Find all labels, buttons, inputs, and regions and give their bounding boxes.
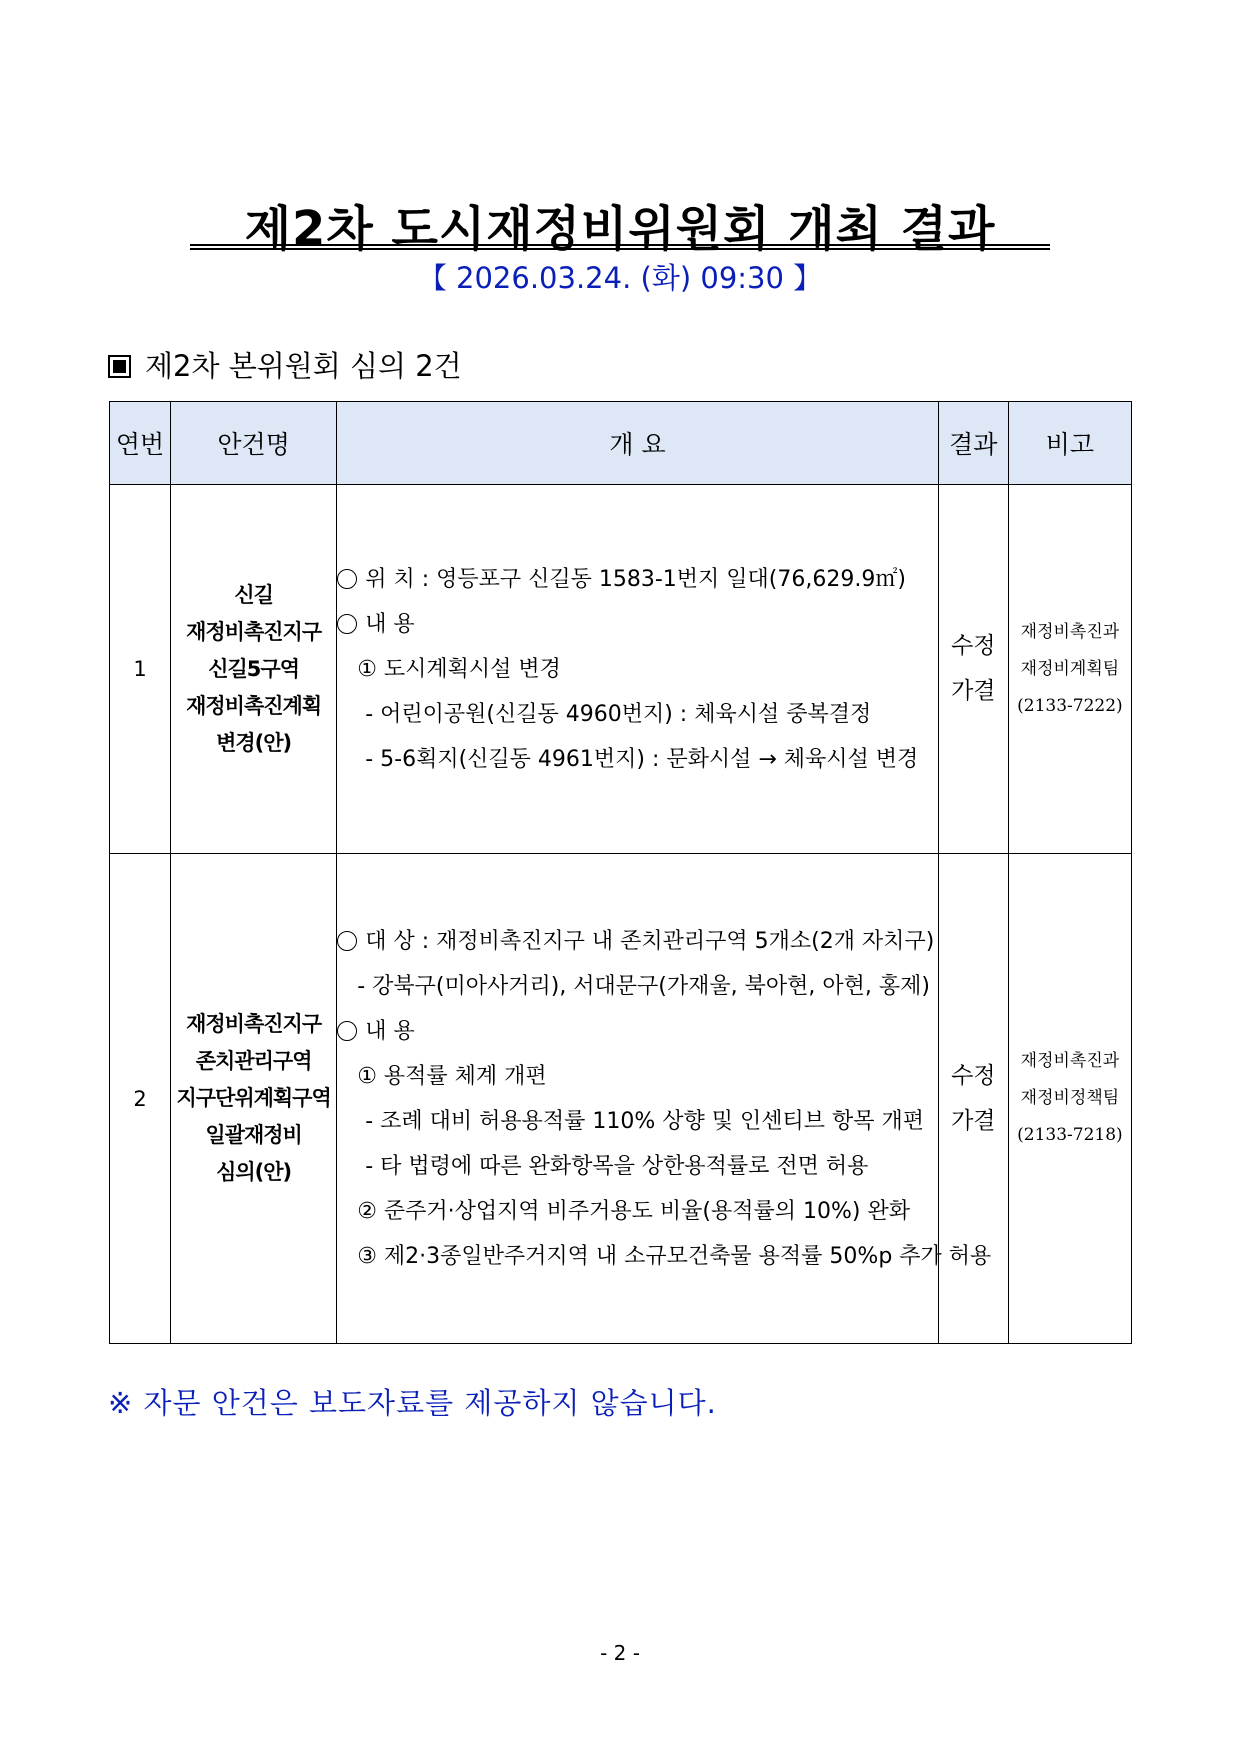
agenda-name-line: 신길5구역 bbox=[208, 656, 299, 681]
summary-text: - 조례 대비 허용용적률 110% 상향 및 인센티브 항목 개편 bbox=[365, 1108, 925, 1134]
agenda-name-line: 일괄재정비 bbox=[205, 1123, 302, 1147]
summary-line bbox=[337, 1099, 938, 1144]
summary-text: ③ 제2·3종일반주거지역 내 소규모건축물 용적률 50%p 추가 허용 bbox=[357, 1243, 992, 1269]
summary-line bbox=[337, 1234, 992, 1279]
summary-text: - 강북구(미아사거리), 서대문구(가재울, 북아현, 아현, 홍제) bbox=[357, 973, 930, 999]
summary-text: ① 용적률 체계 개편 bbox=[357, 1063, 547, 1089]
summary-line bbox=[337, 919, 938, 964]
meeting-date: 【 2026.03.24. (화) 09:30 】 bbox=[417, 261, 823, 295]
summary-text: - 어린이공원(신길동 4960번지) : 체육시설 중복결정 bbox=[365, 701, 872, 727]
header-no: 연번 bbox=[110, 402, 171, 485]
filled-square-bullet-icon bbox=[108, 355, 131, 378]
summary-line bbox=[337, 602, 938, 647]
header-summary: 개 요 bbox=[337, 402, 939, 485]
summary-line bbox=[337, 1144, 938, 1189]
result-line: 수정 bbox=[951, 1062, 996, 1089]
title-underline-double bbox=[190, 248, 1050, 250]
section-heading-text: 제2차 본위원회 심의 2건 bbox=[145, 349, 462, 383]
summary-line bbox=[337, 737, 938, 782]
agenda-summary bbox=[337, 485, 939, 854]
summary-line bbox=[337, 964, 938, 1009]
note-line: 재정비촉진과 bbox=[1020, 1051, 1120, 1071]
agenda-note bbox=[1008, 485, 1131, 854]
summary-text: ① 도시계획시설 변경 bbox=[357, 656, 561, 682]
agenda-name-line: 존치관리구역 bbox=[195, 1049, 312, 1073]
summary-line bbox=[337, 692, 938, 737]
document-title: 제2차 도시재정비위원회 개최 결과 bbox=[244, 201, 996, 257]
note-line: 재정비계획팀 bbox=[1020, 658, 1120, 679]
hollow-circle-bullet-icon bbox=[337, 931, 357, 951]
result-line: 가결 bbox=[951, 1107, 996, 1134]
agenda-result bbox=[938, 485, 1008, 854]
page-number: - 2 - bbox=[600, 1641, 640, 1665]
section-heading bbox=[108, 344, 462, 385]
header-result: 결과 bbox=[938, 402, 1008, 485]
header-note: 비고 bbox=[1008, 402, 1131, 485]
agenda-name-line: 변경(안) bbox=[216, 730, 292, 755]
table-row bbox=[110, 854, 1132, 1344]
summary-text: 위 치 : 영등포구 신길동 1583-1번지 일대(76,629.9㎡) bbox=[365, 566, 906, 592]
summary-text: - 타 법령에 따른 완화항목을 상한용적률로 전면 허용 bbox=[365, 1153, 869, 1179]
summary-line bbox=[337, 1009, 938, 1054]
summary-line bbox=[337, 647, 938, 692]
summary-text: 내 용 bbox=[365, 1018, 415, 1044]
note-line: 재정비촉진과 bbox=[1020, 621, 1120, 642]
row-number: 2 bbox=[110, 854, 171, 1344]
agenda-name-line: 재정비촉진지구 bbox=[186, 1012, 322, 1036]
summary-text: - 5-6획지(신길동 4961번지) : 문화시설 → 체육시설 변경 bbox=[365, 746, 919, 772]
table-row bbox=[110, 485, 1132, 854]
row-number: 1 bbox=[110, 485, 171, 854]
agenda-name-line: 신길 bbox=[234, 582, 273, 607]
hollow-circle-bullet-icon bbox=[337, 614, 357, 634]
table-header-row bbox=[110, 402, 1132, 485]
summary-line bbox=[337, 557, 938, 602]
agenda-name-line: 재정비촉진계획 bbox=[186, 693, 322, 718]
footnote: ※ 자문 안건은 보도자료를 제공하지 않습니다. bbox=[108, 1386, 717, 1420]
agenda-name-line: 재정비촉진지구 bbox=[186, 619, 322, 644]
summary-text: 내 용 bbox=[365, 611, 415, 637]
header-name: 안건명 bbox=[171, 402, 337, 485]
note-line: (2133-7218) bbox=[1017, 1125, 1123, 1145]
agenda-table bbox=[109, 401, 1132, 1344]
agenda-name bbox=[171, 854, 337, 1344]
hollow-circle-bullet-icon bbox=[337, 569, 357, 589]
note-line: (2133-7222) bbox=[1017, 695, 1123, 716]
summary-text: ② 준주거·상업지역 비주거용도 비율(용적률의 10%) 완화 bbox=[357, 1198, 910, 1224]
hollow-circle-bullet-icon bbox=[337, 1021, 357, 1041]
title-underline bbox=[190, 244, 1050, 246]
result-line: 가결 bbox=[951, 678, 996, 704]
agenda-name-line: 심의(안) bbox=[216, 1160, 292, 1184]
result-line: 수정 bbox=[951, 633, 996, 659]
summary-text: 대 상 : 재정비촉진지구 내 존치관리구역 5개소(2개 자치구) bbox=[365, 928, 935, 954]
agenda-note bbox=[1008, 854, 1131, 1344]
note-line: 재정비정책팀 bbox=[1020, 1088, 1120, 1108]
summary-line bbox=[337, 1054, 938, 1099]
agenda-name bbox=[171, 485, 337, 854]
summary-line bbox=[337, 1189, 938, 1234]
agenda-name-line: 지구단위계획구역 bbox=[176, 1086, 331, 1110]
